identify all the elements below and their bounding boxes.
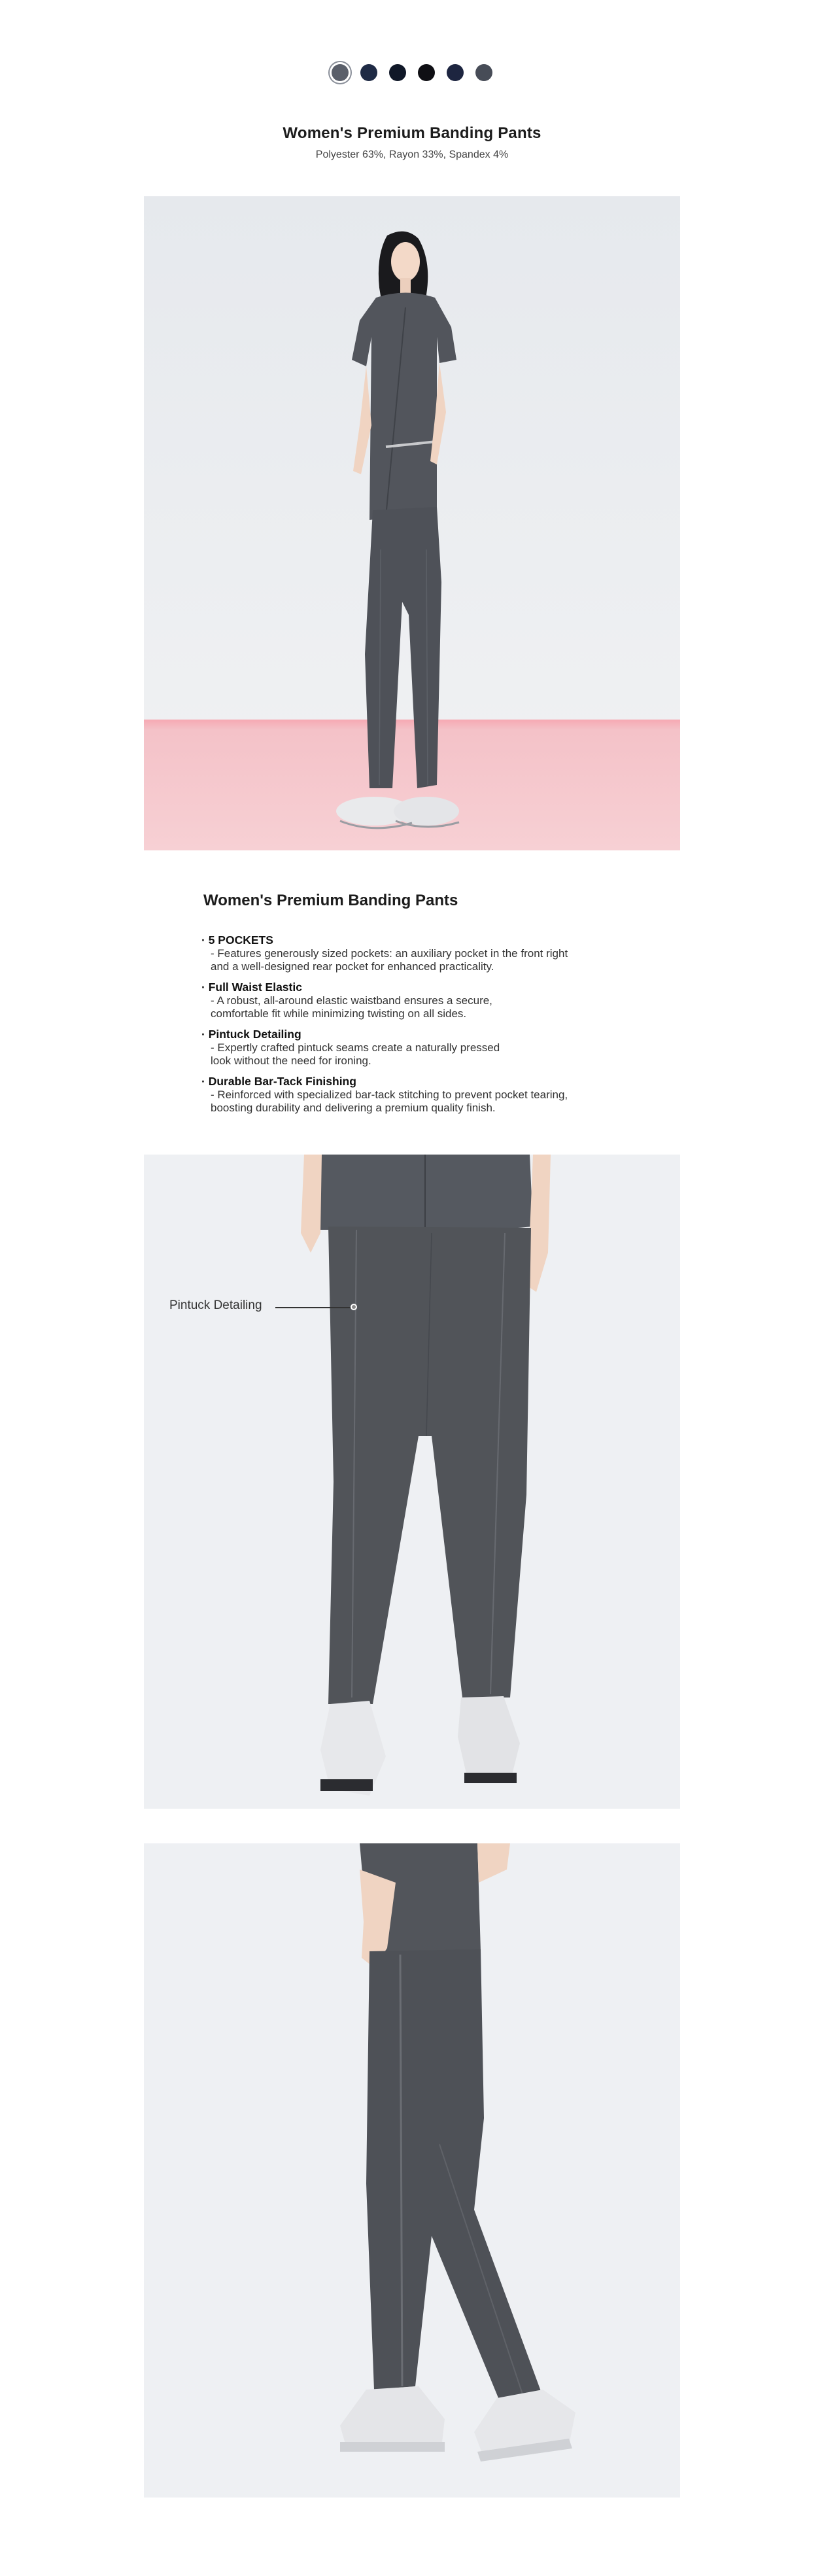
color-swatch[interactable] (447, 64, 464, 81)
feature-list (201, 933, 659, 1121)
feature-heading: · Pintuck Detailing (201, 1028, 301, 1041)
feature-text: - A robust, all-around elastic waistband ensures a secure, comfortable fit while minimizing twisting on all sides. (211, 994, 492, 1020)
feature-item (201, 980, 659, 1020)
color-swatch[interactable] (389, 64, 406, 81)
description-title: Women's Premium Banding Pants (203, 892, 458, 909)
feature-heading: · Full Waist Elastic (201, 981, 302, 994)
product-photo-front-detail (144, 1155, 680, 1809)
feature-item (201, 933, 659, 973)
color-swatch[interactable] (418, 64, 435, 81)
feature-item (201, 1074, 659, 1115)
product-photo-side-view (144, 1843, 680, 2498)
product-photo-full-body (144, 196, 680, 850)
color-swatch-row (0, 64, 824, 81)
pintuck-callout-label: Pintuck Detailing (169, 1298, 262, 1312)
feature-item (201, 1027, 659, 1068)
product-title: Women's Premium Banding Pants (283, 124, 541, 142)
color-swatch[interactable] (332, 64, 349, 81)
feature-heading: · 5 POCKETS (201, 933, 273, 947)
color-swatch[interactable] (360, 64, 377, 81)
color-swatch[interactable] (475, 64, 492, 81)
feature-text: - Features generously sized pockets: an auxiliary pocket in the front right and a well-designed rear pocket for enhanced practicality. (211, 947, 568, 973)
material-composition: Polyester 63%, Rayon 33%, Spandex 4% (315, 149, 509, 160)
feature-heading: · Durable Bar-Tack Finishing (201, 1075, 356, 1088)
feature-text: - Reinforced with specialized bar-tack stitching to prevent pocket tearing, boosting durability and delivering a premium quality finish. (211, 1088, 568, 1114)
callout-marker-dot (351, 1304, 357, 1310)
feature-text: - Expertly crafted pintuck seams create a naturally pressed look without the need for ironing. (211, 1041, 500, 1067)
callout-leader-line (275, 1307, 352, 1308)
